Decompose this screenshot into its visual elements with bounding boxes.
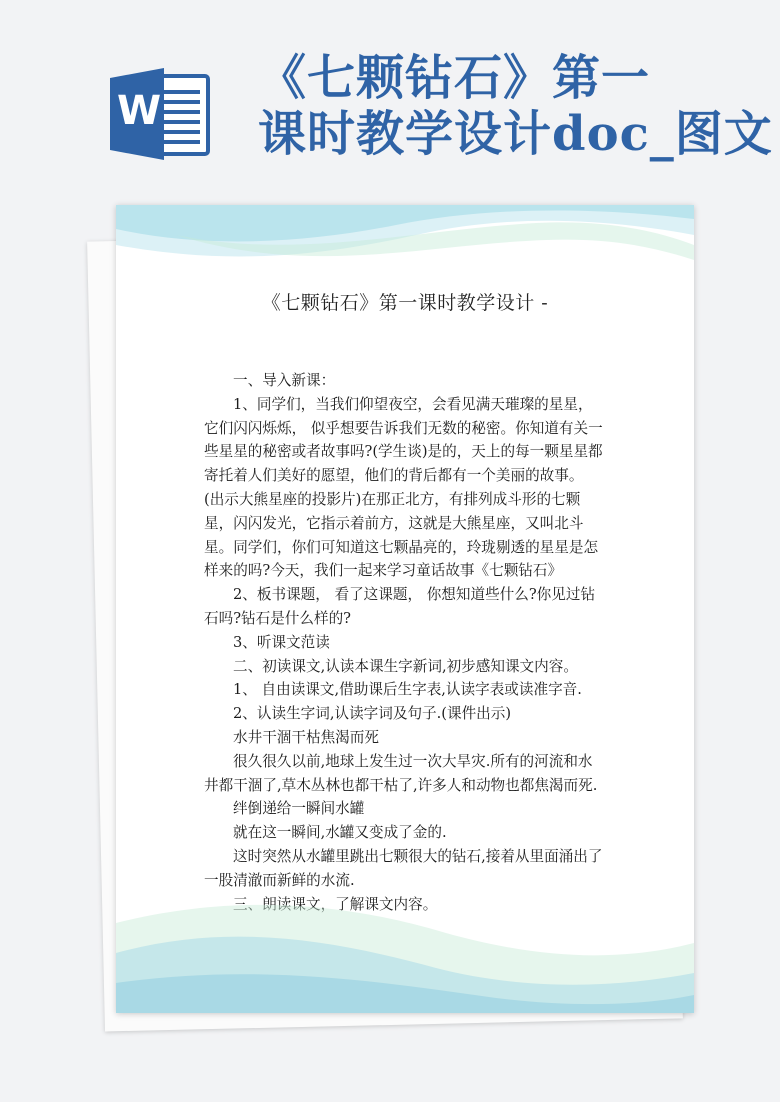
paragraph-12: 这时突然从水罐里跳出七颗很大的钻石,接着从里面涌出了一股清澈而新鲜的水流. bbox=[204, 847, 603, 889]
paragraph-13: 三、朗读课文，了解课文内容。 bbox=[233, 895, 438, 913]
paragraph-7: 2、认读生字词,认读字词及句子.(课件出示) bbox=[233, 705, 512, 723]
document-body bbox=[204, 369, 606, 916]
document-title-line-2: 课时教学设计doc_图文 bbox=[258, 106, 773, 162]
paragraph-11: 就在这一瞬间,水罐又变成了金的. bbox=[233, 824, 447, 842]
paragraph-5: 二、初读课文,认读本课生字新词,初步感知课文内容。 bbox=[233, 657, 578, 675]
document-title-line-1: 《七颗钻石》第一 bbox=[258, 50, 651, 106]
paragraph-2: 1、同学们，当我们仰望夜空，会看见满天璀璨的星星，它们闪闪烁烁， 似乎想要告诉我们无数的秘密。你知道有关一些星星的秘密或者故事吗?(学生谈)是的，天上的每一颗星星都寄托着人们美好的愿望，他们的背后都有一个美丽的故事。 (出示大熊星座的投影片)在那正北方，有排列成斗形的七颗星，闪闪发光，它指示着前方，这就是大熊星座，又叫北斗星。同学们，你们可知道这七颗晶亮的，玲珑剔透的星星是怎样来的吗?今天，我们一起来学习童话故事《七颗钻石》 bbox=[204, 395, 603, 580]
page-heading: 《七颗钻石》第一课时教学设计 - bbox=[261, 292, 549, 314]
decorative-wave-bottom bbox=[116, 863, 694, 1013]
word-icon-letter: W bbox=[116, 88, 162, 134]
paragraph-1: 一、导入新课： bbox=[233, 372, 336, 389]
paragraph-4: 3、听课文范读 bbox=[233, 633, 330, 651]
paragraph-10: 绊倒递给一瞬间水罐 bbox=[233, 800, 365, 818]
paragraph-3: 2、板书课题， 看了这课题， 你想知道些什么?你见过钻石吗?钻石是什么样的? bbox=[204, 586, 596, 627]
page-header bbox=[0, 0, 780, 200]
document-title bbox=[258, 50, 778, 162]
paragraph-9: 很久很久以前,地球上发生过一次大旱灾.所有的河流和水井都干涸了,草木丛林也都干枯了,许多人和动物也都焦渴而死. bbox=[204, 752, 598, 794]
document-page bbox=[116, 205, 694, 1013]
paragraph-8: 水井干涸干枯焦渴而死 bbox=[233, 728, 379, 746]
paragraph-6: 1、 自由读课文,借助课后生字表,认读字表或读准字音. bbox=[233, 681, 582, 699]
